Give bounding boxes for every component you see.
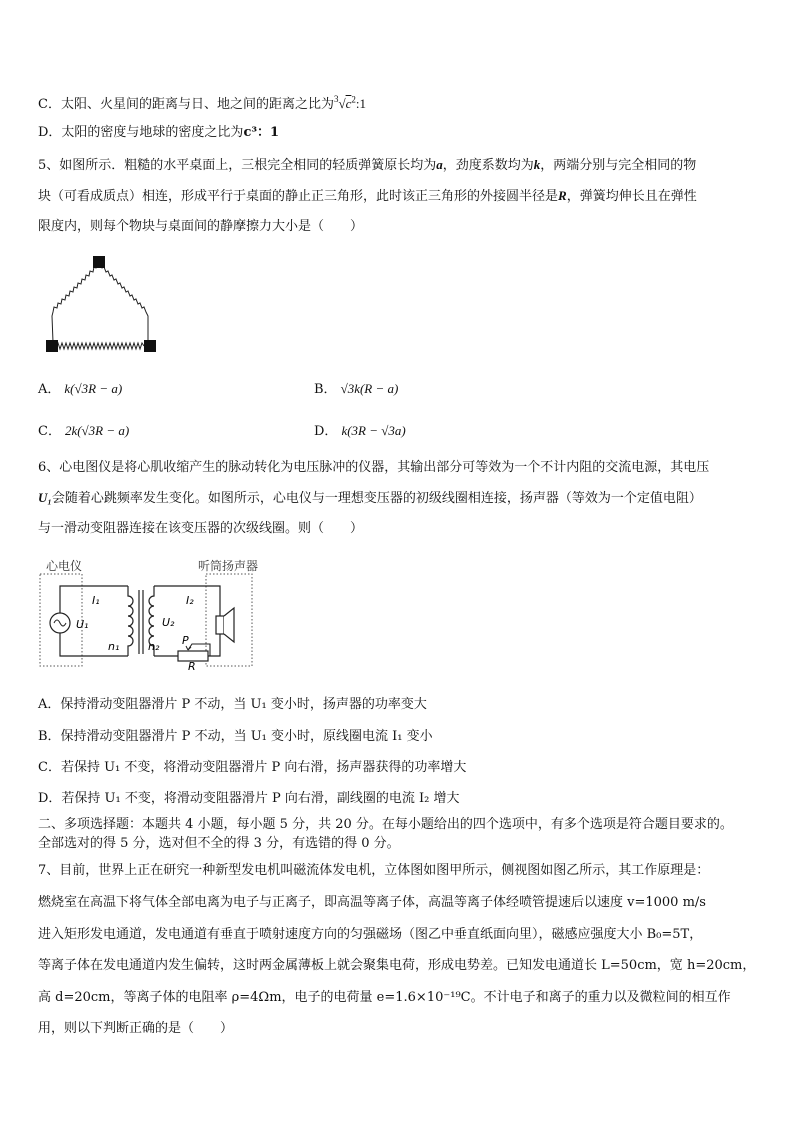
var-c: c	[345, 96, 352, 111]
spring-bottom	[56, 343, 144, 349]
label-R: R	[188, 660, 196, 671]
q5-text-2: 块（可看成质点）相连，形成平行于桌面的静止正三角形，此时该正三角形的外接圆半径是	[38, 189, 559, 204]
q5a-expr: k(√3R − a)	[64, 381, 123, 396]
speaker-cone	[224, 608, 234, 642]
section2-line-2: 全部选对的得 5 分，选对但不全的得 3 分，有选错的得 0 分。	[38, 836, 400, 851]
primary-coil	[128, 586, 133, 656]
block-left	[46, 340, 58, 352]
q4c-ratio: :1	[355, 96, 366, 111]
var-R: R	[558, 188, 567, 203]
q7-line-2: 燃烧室在高温下将气体全部电离为电子与正离子，即高温等离子体，高温等离子体经喷管提速后以速度 v=1000 m/s	[38, 895, 706, 910]
spring-left	[52, 264, 99, 342]
q5-text-2b: ，弹簧均伸长且在弹性	[566, 189, 697, 204]
root-index: 3	[333, 94, 339, 104]
ecg-transformer-circuit	[38, 556, 268, 671]
label-P: P	[182, 634, 189, 647]
q5-line-3: 限度内，则每个物块与桌面间的静摩擦力大小是（ ）	[38, 219, 364, 234]
q6-text-2: 会随着心跳频率发生变化。如图所示，心电仪与一理想变压器的初级线圈相连接，扬声器（等效为一个定值电阻）	[51, 491, 702, 506]
q4c-text: C．太阳、火星间的距离与日、地之间的距离之比为	[38, 97, 334, 112]
q5-line-1	[38, 156, 696, 175]
q6-option-c[interactable]: C．若保持 U₁ 不变，将滑动变阻器滑片 P 向右滑，扬声器获得的功率增大	[38, 760, 467, 775]
speaker-icon	[216, 616, 224, 634]
var-a: a	[436, 157, 443, 172]
section2-line-1: 二、多项选择题：本题共 4 小题，每小题 5 分，共 20 分。在每小题给出的四个选项中，有多个选项是符合题目要求的。	[38, 817, 733, 832]
label-U1: U₁	[76, 618, 89, 631]
q5c-label: C．	[38, 424, 61, 439]
q5-option-b[interactable]	[314, 380, 398, 399]
q5b-expr: √3k(R − a)	[340, 381, 399, 396]
q6-line-2	[38, 489, 702, 508]
exp-2: 2	[351, 94, 356, 105]
q4d-text: D．太阳的密度与地球的密度之比为	[38, 125, 244, 140]
q4d-ratio: c³：1	[243, 125, 280, 140]
q6-option-b[interactable]: B．保持滑动变阻器滑片 P 不动，当 U₁ 变小时，原线圈电流 I₁ 变小	[38, 729, 433, 744]
q6-U1: U₁	[38, 490, 52, 505]
q5-option-a[interactable]	[38, 380, 122, 399]
q5d-expr: k(3R − √3a)	[341, 423, 406, 438]
q5c-expr: 2k(√3R − a)	[64, 423, 130, 438]
label-I2: I₂	[186, 594, 194, 607]
q5-line-2	[38, 187, 697, 206]
q5a-label: A．	[38, 382, 61, 397]
q7-line-3: 进入矩形发电通道，发电通道有垂直于喷射速度方向的匀强磁场（图乙中垂直纸面向里），磁感应强度大小 B₀=5T，	[38, 927, 703, 942]
q5-text-1b: ，劲度系数均为	[442, 158, 534, 173]
block-top	[93, 256, 105, 268]
q7-line-4: 等离子体在发电通道内发生偏转，这时两金属薄板上就会聚集电荷，形成电势差。已知发电通道长 L=50cm，宽 h=20cm，	[38, 958, 756, 973]
q5-option-c[interactable]	[38, 422, 129, 441]
speaker-title: 听筒扬声器	[198, 559, 259, 573]
spring-right	[100, 264, 148, 342]
label-U2: U₂	[162, 616, 175, 629]
spring-triangle-figure	[40, 252, 165, 357]
var-k: k	[533, 157, 541, 172]
q6-line-3: 与一滑动变阻器连接在该变压器的次级线圈。则（ ）	[38, 521, 364, 536]
q6-option-d[interactable]: D．若保持 U₁ 不变，将滑动变阻器滑片 P 向右滑，副线圈的电流 I₂ 增大	[38, 791, 460, 806]
q5-text-1: 5、如图所示．粗糙的水平桌面上，三根完全相同的轻质弹簧原长均为	[38, 158, 437, 173]
q5-option-d[interactable]	[314, 422, 406, 441]
q5b-label: B．	[314, 382, 337, 397]
q6-line-1: 6、心电图仪是将心肌收缩产生的脉动转化为电压脉冲的仪器，其输出部分可等效为一个不计内阻的交流电源，其电压	[38, 460, 710, 475]
q7-line-1: 7、目前，世界上正在研究一种新型发电机叫磁流体发电机，立体图如图甲所示，侧视图如图乙所示，其工作原理是：	[38, 863, 710, 878]
ecg-title: 心电仪	[46, 559, 83, 573]
q5d-label: D．	[314, 424, 338, 439]
q4-option-d	[38, 124, 279, 142]
q7-line-5: 高 d=20cm，等离子体的电阻率 ρ=4Ωm，电子的电荷量 e=1.6×10⁻¹⁹C。不计电子和离子的重力以及微粒间的相互作	[38, 990, 731, 1005]
q5-text-1c: ，两端分别与完全相同的物	[540, 158, 697, 173]
label-I1: I₁	[92, 594, 100, 607]
q4-option-c: C．太阳、火星间的距离与日、地之间的距离之比为$^3√c^2:1$	[38, 94, 366, 112]
label-n2: n₂	[148, 640, 160, 653]
q6-option-a[interactable]: A．保持滑动变阻器滑片 P 不动，当 U₁ 变小时，扬声器的功率变大	[38, 697, 427, 712]
q7-line-6: 用，则以下判断正确的是（ ）	[38, 1021, 234, 1036]
label-n1: n₁	[108, 640, 120, 653]
block-right	[144, 340, 156, 352]
